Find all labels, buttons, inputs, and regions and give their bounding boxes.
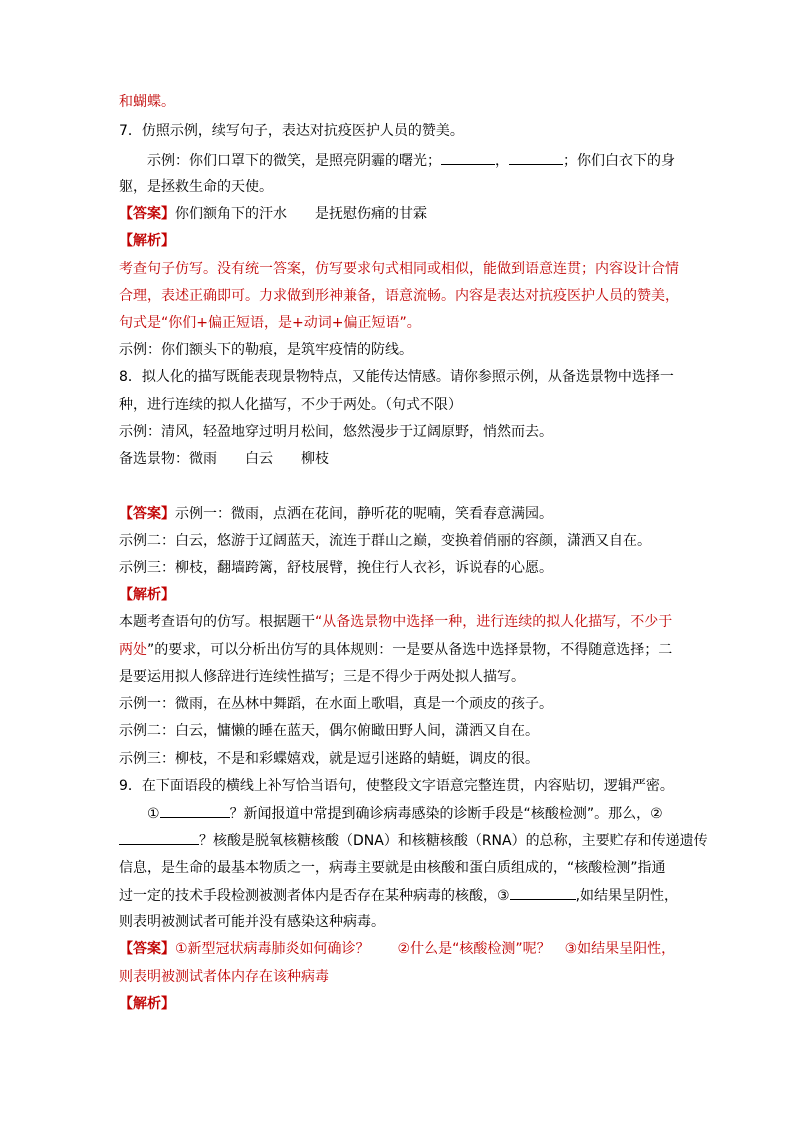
question-9-passage	[119, 885, 678, 906]
fill-blank	[441, 150, 495, 165]
fill-blank	[509, 150, 563, 165]
answer-text: 你们额角下的汗水 是抚慰伤痛的甘霖	[175, 206, 427, 222]
text-segment: 示例：你们口罩下的微笑，是照亮阴霾的曙光；	[147, 153, 441, 169]
analysis-text: 合理，表述正确即可。力求做到形神兼备，语意流畅。内容是表达对抗疫医护人员的赞美，	[119, 288, 679, 304]
text-segment: ”的要求，可以分析出仿写的具体规则：一是要从备选中选择景物，不得随意选择；二	[147, 642, 673, 658]
text-segment: ？新闻报道中常提到确诊病毒感染的诊断手段是“核酸检测”。那么，②	[229, 806, 663, 822]
analysis-text: 考查句子仿写。没有统一答案，仿写要求句式相同或相似，能做到语意连贯；内容设计合情	[119, 261, 679, 277]
text-segment: 过一定的技术手段检测被测者体内是否存在某种病毒的核酸，③	[119, 888, 510, 904]
text-line: 示例二：白云，慵懒的睡在蓝天，偶尔俯瞰田野人间，潇洒又自在。	[119, 723, 539, 739]
answer-text: 示例一：微雨，点洒在花间，静听花的呢喃，笑看春意满园。	[175, 506, 553, 522]
question-9-title: 9．在下面语段的横线上补写恰当语句，使整段文字语意完整连贯，内容贴切，逻辑严密。	[119, 778, 674, 794]
answer-tag: 【答案】	[119, 506, 175, 522]
text-line: 则表明被测试者可能并没有感染这种病毒。	[119, 914, 385, 930]
text-line: 示例三：柳枝，不是和彩蝶嬉戏，就是逗引迷路的蜻蜓，调皮的很。	[119, 751, 539, 767]
text-line: 躯，是拯救生命的天使。	[119, 179, 273, 195]
text-line: 备选景物：微雨 白云 柳枝	[119, 451, 329, 467]
text-line: 种，进行连续的拟人化描写，不少于两处。（句式不限）	[119, 397, 462, 413]
text-line: 和蝴蝶。	[119, 94, 175, 110]
question-8-title: 8．拟人化的描写既能表现景物特点，又能传达情感。请你参照示例，从备选景物中选择一	[119, 369, 674, 385]
analysis-tag: 【解析】	[119, 587, 175, 603]
question-9-passage	[147, 803, 663, 824]
text-segment: ①	[147, 806, 160, 822]
text-line: 示例二：白云，悠游于辽阔蓝天，流连于群山之巅，变换着俏丽的容颜，潇洒又自在。	[119, 533, 651, 549]
answer-line	[119, 504, 553, 524]
text-segment: 本题考查语句的仿写。根据题干	[119, 614, 315, 630]
answer-text: ①新型冠状病毒肺炎如何确诊？ ②什么是“核酸检测”呢？ ③如结果呈阳性，	[175, 941, 676, 957]
text-line: 示例一：微雨，在丛林中舞蹈，在水面上歌唱，真是一个顽皮的孩子。	[119, 696, 553, 712]
text-line: 示例三：柳枝，翻墙跨篱，舒枝展臂，挽住行人衣衫，诉说春的心愿。	[119, 560, 553, 576]
answer-text: 则表明被测试者体内存在该种病毒	[119, 969, 329, 985]
fill-blank	[119, 830, 199, 845]
question-7-title: 7．仿照示例，续写句子，表达对抗疫医护人员的赞美。	[119, 123, 464, 139]
text-segment: ；你们白衣下的身	[563, 153, 675, 169]
text-segment: ？核酸是脱氧核糖核酸（DNA）和核糖核酸（RNA）的总称，主要贮存和传递遗传	[199, 833, 708, 849]
analysis-text: 句式是“你们+偏正短语，是+动词+偏正短语”。	[119, 315, 421, 331]
answer-tag: 【答案】	[119, 206, 175, 222]
answer-tag: 【答案】	[119, 941, 175, 957]
answer-line	[119, 939, 675, 959]
text-segment: 两处	[119, 642, 147, 658]
analysis-tag: 【解析】	[119, 996, 175, 1012]
text-line: 示例：清风，轻盈地穿过明月松间，悠然漫步于辽阔原野，悄然而去。	[119, 424, 553, 440]
text-segment: ,如结果呈阴性，	[575, 888, 679, 904]
question-9-passage	[119, 830, 708, 851]
analysis-text	[119, 640, 672, 660]
text-segment: “从备选景物中选择一种，进行连续的拟人化描写，不少于	[315, 614, 673, 630]
analysis-text	[119, 612, 672, 632]
text-line: 示例：你们额头下的勒痕，是筑牢疫情的防线。	[119, 342, 413, 358]
answer-line	[119, 204, 427, 224]
fill-blank	[510, 885, 576, 900]
question-7-example	[147, 150, 675, 171]
analysis-tag: 【解析】	[119, 233, 175, 249]
fill-blank	[160, 803, 230, 818]
text-line: 信息，是生命的最基本物质之一，病毒主要就是由核酸和蛋白质组成的，“核酸检测”指通	[119, 860, 666, 876]
analysis-text: 是要运用拟人修辞进行连续性描写；三是不得少于两处拟人描写。	[119, 669, 525, 685]
text-segment: ，	[495, 153, 509, 169]
